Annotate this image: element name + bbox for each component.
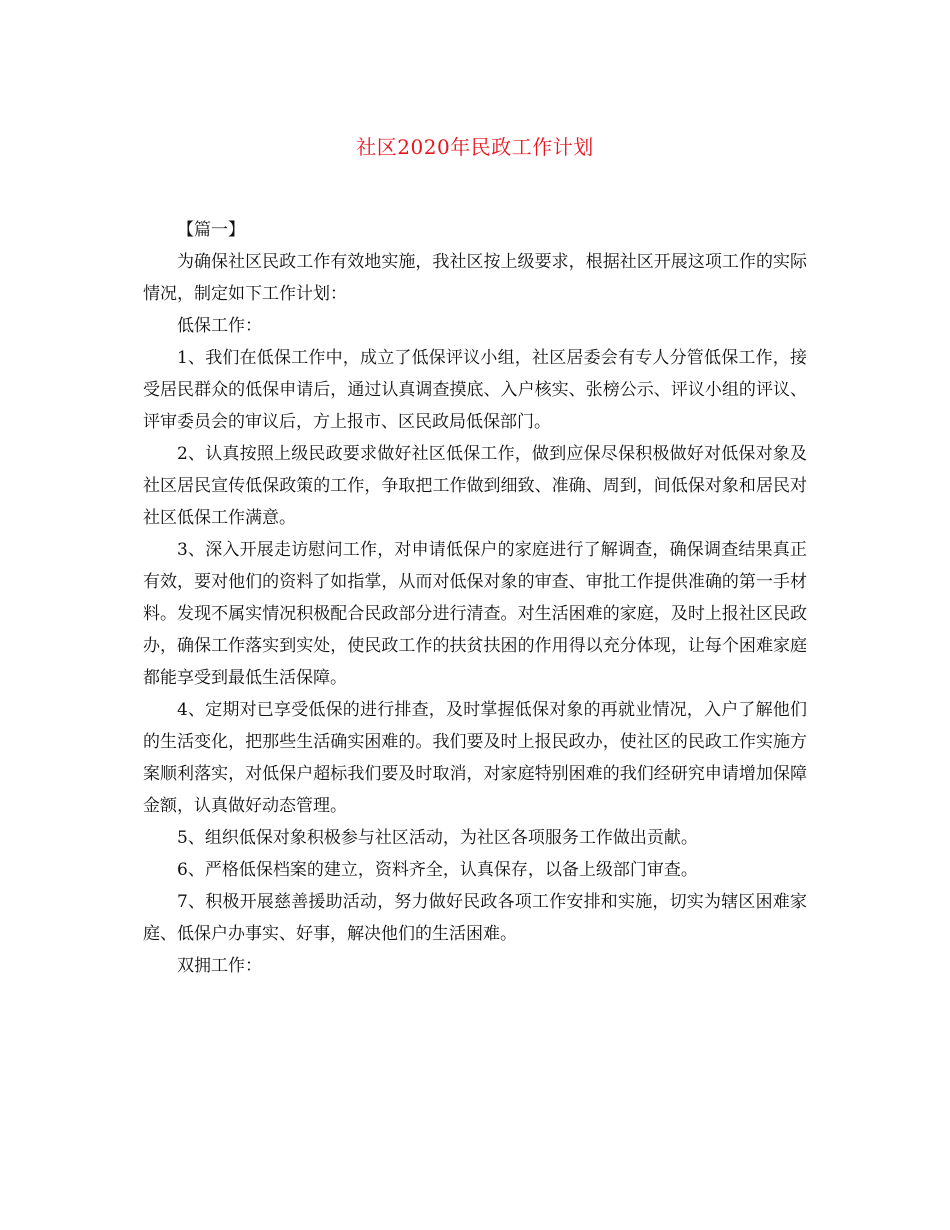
- paragraph-intro: 为确保社区民政工作有效地实施，我社区按上级要求，根据社区开展这项工作的实际情况，制定如下工作计划：: [143, 252, 807, 304]
- paragraph-section-heading: 【篇一】: [177, 220, 245, 240]
- paragraph-low-income-heading: 低保工作：: [177, 316, 262, 336]
- paragraph-item-3: 3、深入开展走访慰问工作，对申请低保户的家庭进行了解调查，确保调查结果真正有效，要对他们的资料了如指掌，从而对低保对象的审查、审批工作提供准确的第一手材料。发现不属实情况积极配合民政部分进行清查。对生活困难的家庭，及时上报社区民政办，确保工作落实到实处，使民政工作的扶贫扶困的作用得以充分体现，让每个困难家庭都能享受到最低生活保障。: [143, 540, 807, 688]
- paragraph-double-support-heading: 双拥工作：: [177, 956, 262, 976]
- paragraph-item-1: 1、我们在低保工作中，成立了低保评议小组，社区居委会有专人分管低保工作，接受居民群众的低保申请后，通过认真调查摸底、入户核实、张榜公示、评议小组的评议、评审委员会的审议后，方上报市、区民政局低保部门。: [143, 348, 807, 432]
- paragraph-item-4: 4、定期对已享受低保的进行排查，及时掌握低保对象的再就业情况，入户了解他们的生活变化，把那些生活确实困难的。我们要及时上报民政办，使社区的民政工作实施方案顺利落实，对低保户超标我们要及时取消，对家庭特别困难的我们经研究申请增加保障金额，认真做好动态管理。: [143, 700, 807, 816]
- paragraph-item-7: 7、积极开展慈善援助活动，努力做好民政各项工作安排和实施，切实为辖区困难家庭、低保户办事实、好事，解决他们的生活困难。: [143, 892, 807, 944]
- document-body: [143, 214, 807, 982]
- paragraph-item-5: 5、组织低保对象积极参与社区活动，为社区各项服务工作做出贡献。: [177, 828, 698, 848]
- document-title: 社区2020年民政工作计划: [356, 135, 594, 159]
- paragraph-item-2: 2、认真按照上级民政要求做好社区低保工作，做到应保尽保积极做好对低保对象及社区居民宣传低保政策的工作，争取把工作做到细致、准确、周到，间低保对象和居民对社区低保工作满意。: [143, 444, 807, 528]
- paragraph-item-6: 6、严格低保档案的建立，资料齐全，认真保存，以备上级部门审查。: [177, 860, 698, 880]
